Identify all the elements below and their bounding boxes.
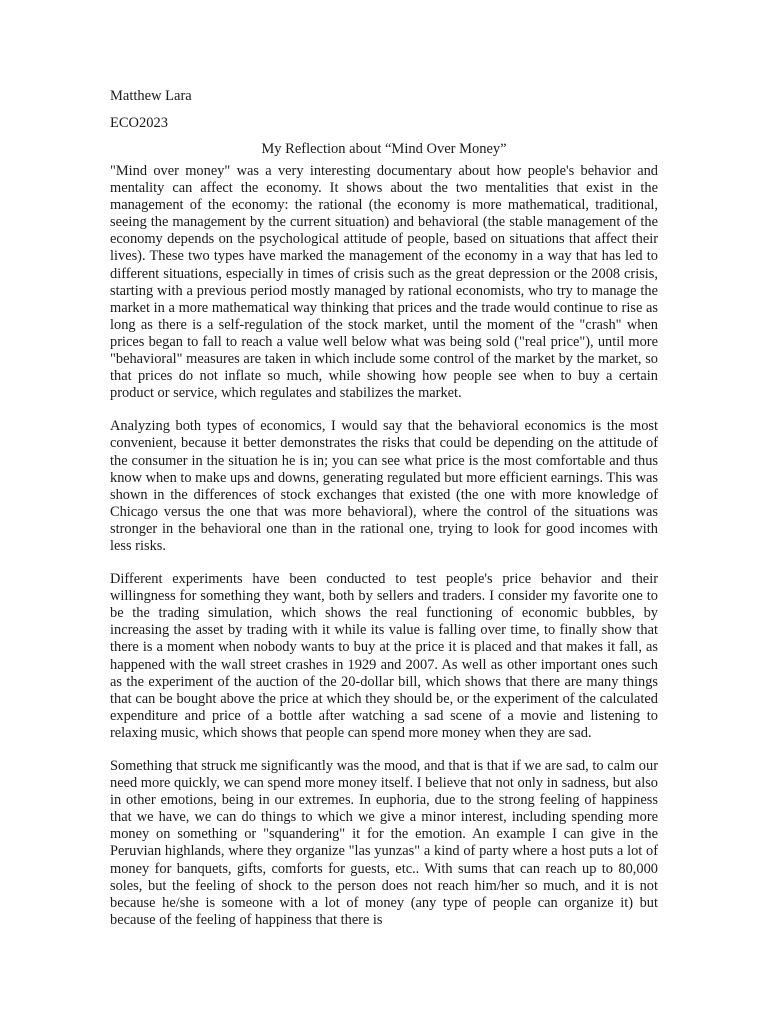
course-code: ECO2023 (110, 115, 168, 131)
paragraph-2: Analyzing both types of economics, I would say that the behavioral economics is the most convenient, because it better demonstrates the risks that could be depending on the attitude of the consumer in the situation he is in; you can see what price is the most comfortable and thus know when to make ups and downs, generating regulated but more efficient earnings. This was shown in the differences of stock exchanges that existed (the one with more knowledge of Chicago versus the one that was more behavioral), where the control of the situations was stronger in the behavioral one than in the rational one, trying to look for good incomes with less risks. (110, 418, 658, 554)
paragraph-1: "Mind over money" was a very interesting documentary about how people's behavior and mentality can affect the economy. It shows about the two mentalities that exist in the management of the economy: the rational (the economy is more mathematical, traditional, seeing the management by the current situation) and behavioral (the stable management of the economy depends on the psychological attitude of people, based on situations that affect their lives). These two types have marked the management of the economy in a way that has led to different situations, especially in times of crisis such as the great depression or the 2008 crisis, starting with a previous period mostly managed by rational economists, who try to manage the market in a more mathematical way thinking that prices and the trade would continue to rise as long as there is a self-regulation of the stock market, until the moment of the "crash" when prices began to fall to reach a value well below what was being sold ("real price"), until more "behavioral" measures are taken in which include some control of the market by the market, so that prices do not inflate so much, while showing how people see when to buy a certain product or service, which regulates and stabilizes the market. (110, 163, 658, 402)
document-title: My Reflection about “Mind Over Money” (261, 141, 507, 157)
document-body (110, 163, 658, 945)
paragraph-4: Something that struck me significantly was the mood, and that is that if we are sad, to calm our need more quickly, we can spend more money itself. I believe that not only in sadness, but also in other emotions, being in our extremes. In euphoria, due to the strong feeling of happiness that we have, we can do things to which we give a minor interest, including spending more money on something or "squandering" it for the emotion. An example I can give in the Peruvian highlands, where they organize "las yunzas" a kind of party where a host puts a lot of money for banquets, gifts, comforts for guests, etc.. With sums that can reach up to 80,000 soles, but the feeling of shock to the person does not reach him/her so much, and it is not because he/she is someone with a lot of money (any type of people can organize it) but because of the feeling of happiness that there is (110, 758, 658, 928)
paragraph-3: Different experiments have been conducted to test people's price behavior and their willingness for something they want, both by sellers and traders. I consider my favorite one to be the trading simulation, which shows the real functioning of economic bubbles, by increasing the asset by trading with it while its value is falling over time, to finally show that there is a moment when nobody wants to buy at the price it is placed and that makes it fall, as happened with the wall street crashes in 1929 and 2007. As well as other important ones such as the experiment of the auction of the 20-dollar bill, which shows that there are many things that can be bought above the price at which they should be, or the experiment of the calculated expenditure and price of a bottle after watching a sad scene of a movie and listening to relaxing music, which shows that people can spend more money when they are sad. (110, 571, 658, 741)
author-name: Matthew Lara (110, 88, 192, 104)
